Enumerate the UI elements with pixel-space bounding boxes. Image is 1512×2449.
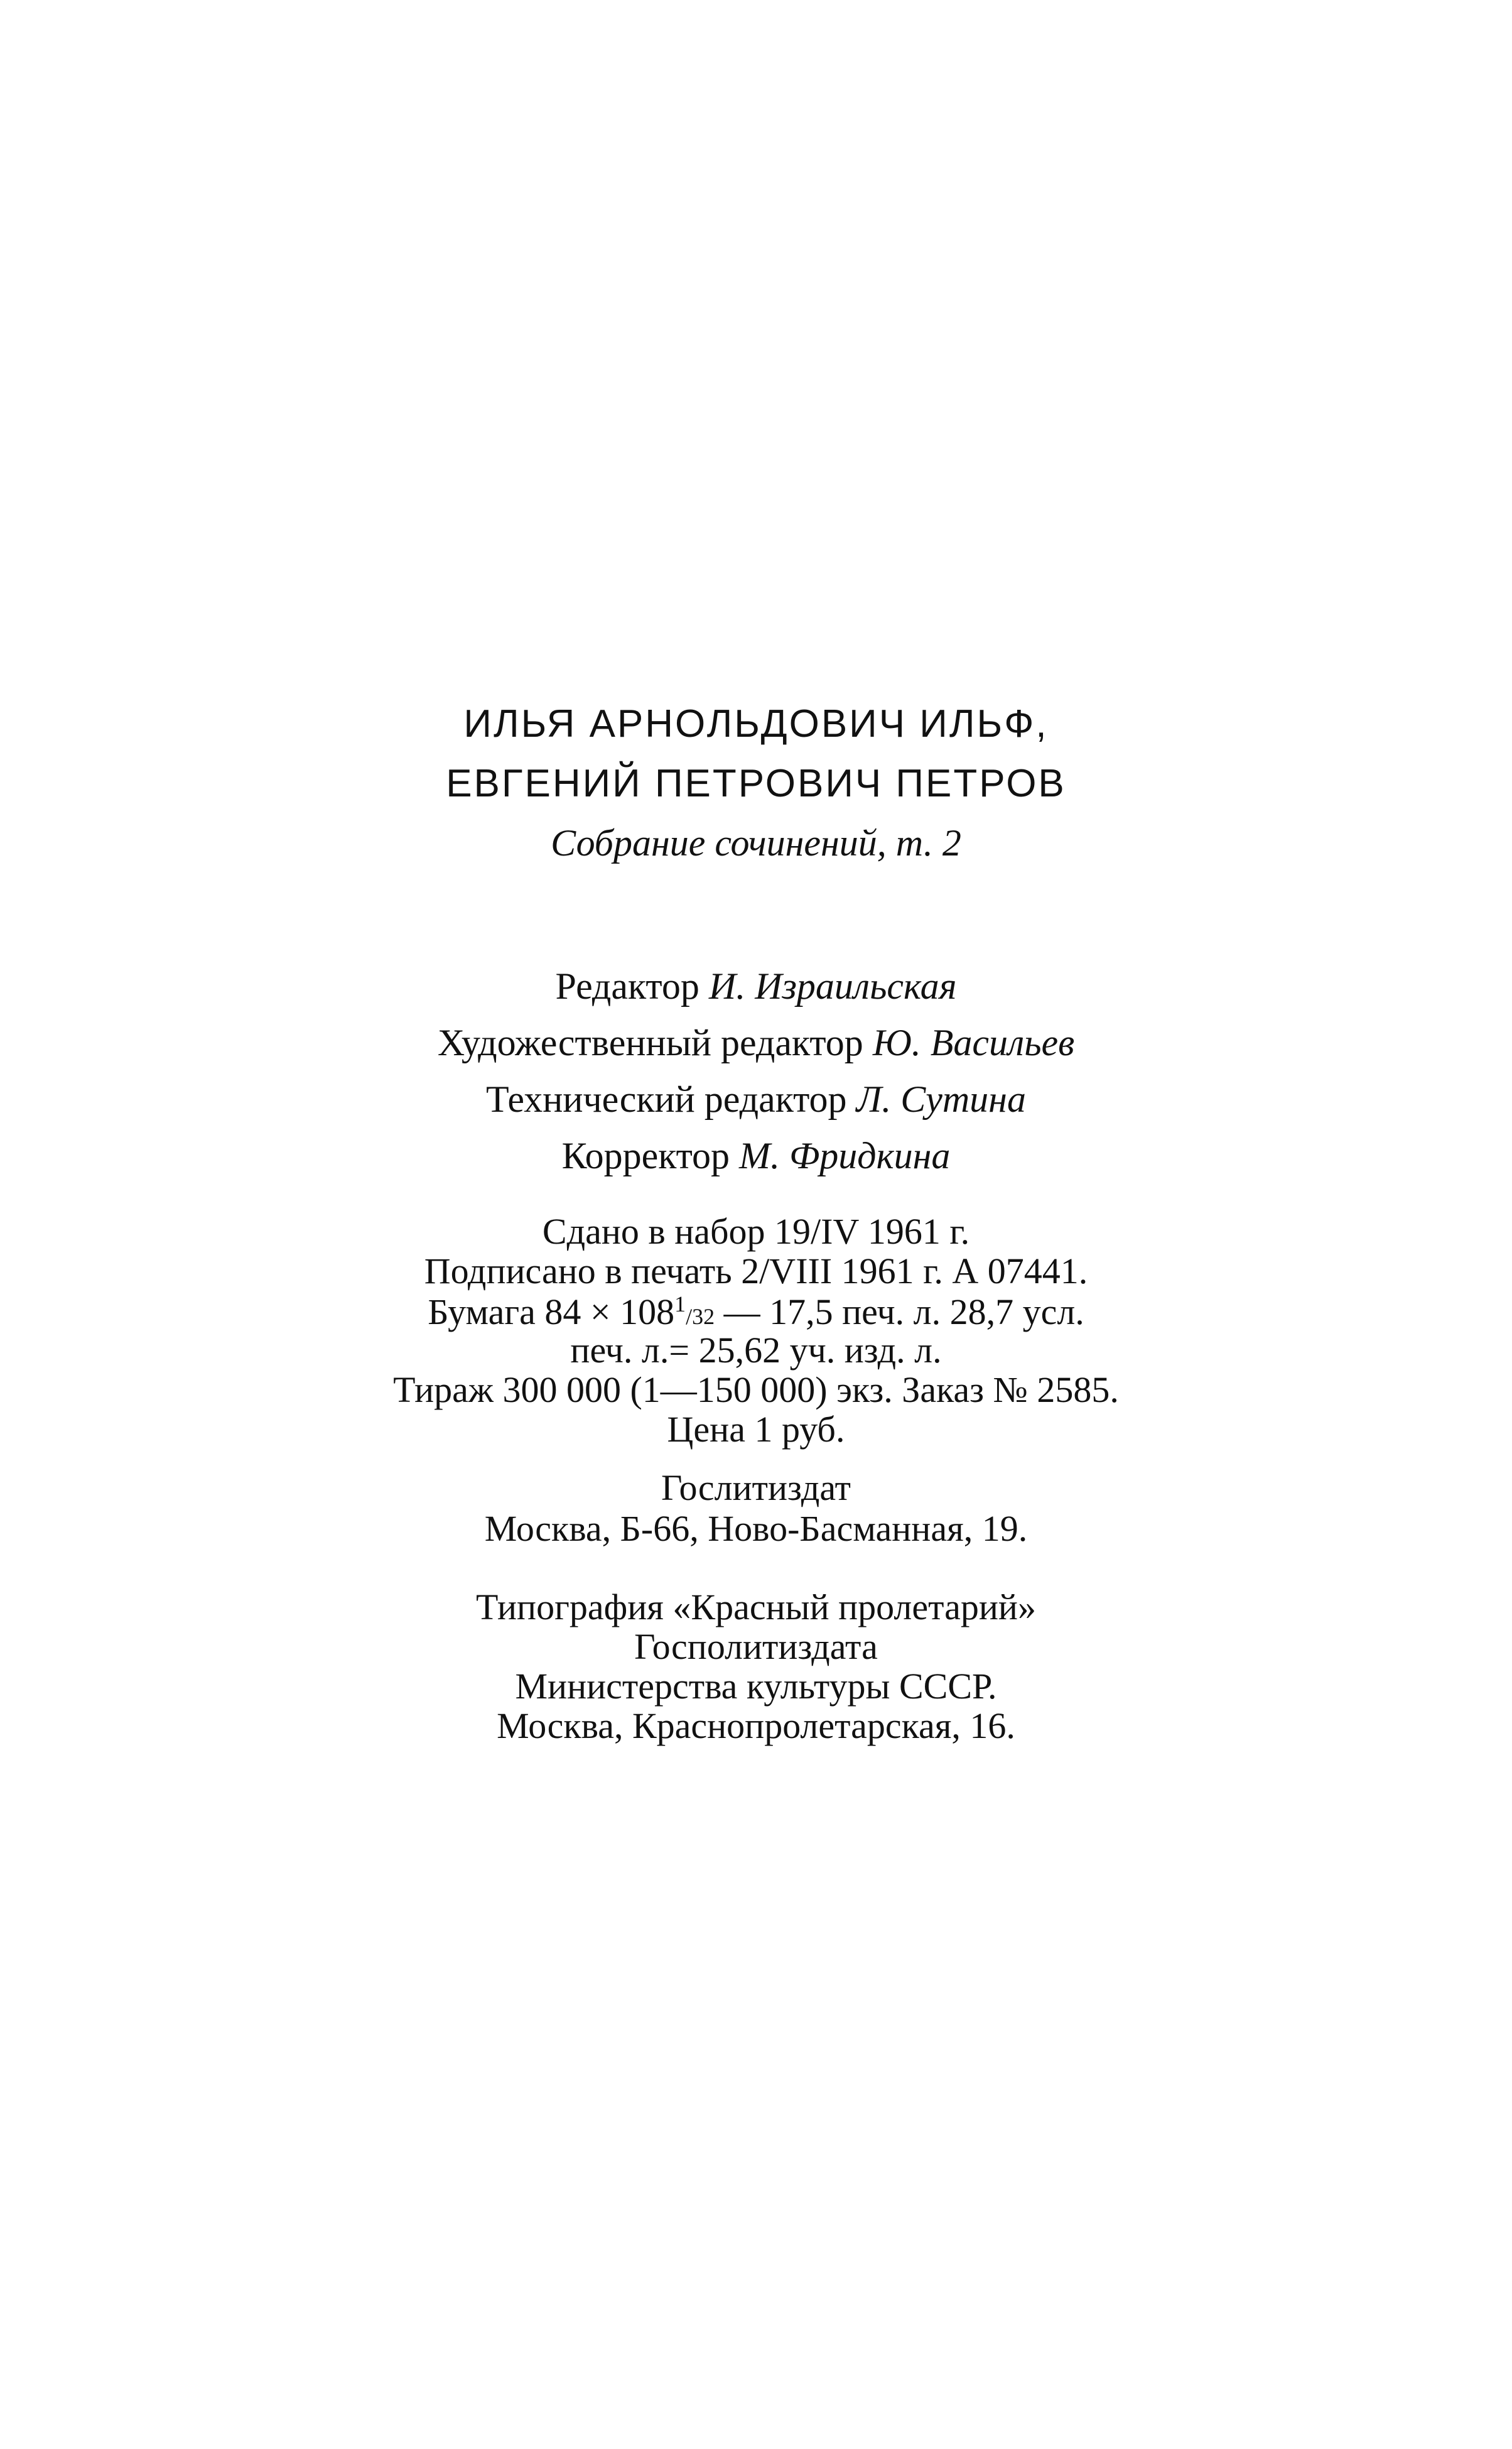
publisher-name: Гослитиздат — [661, 1467, 851, 1508]
printer-line-1: Типография «Красный пролетарий» — [476, 1587, 1036, 1627]
publisher-address: Москва, Б-66, Ново-Басманная, 19. — [484, 1508, 1028, 1549]
print-detail-price: Цена 1 руб. — [667, 1409, 845, 1450]
credit-role: Художественный редактор — [437, 1022, 863, 1063]
authors-line-2: ЕВГЕНИЙ ПЕТРОВИЧ ПЕТРОВ — [446, 762, 1066, 805]
credit-proofreader — [0, 1137, 1512, 1175]
paper-format-text: Бумага 84 × 108 — [428, 1291, 675, 1332]
print-detail-sheets: печ. л.= 25,62 уч. изд. л. — [570, 1330, 942, 1371]
credit-name: И. Израильская — [708, 965, 957, 1007]
credit-editor — [0, 967, 1512, 1005]
work-title: Собрание сочинений, т. 2 — [551, 822, 961, 864]
paper-sheets-text: — 17,5 печ. л. 28,7 усл. — [715, 1291, 1084, 1332]
paper-format-sub: 32 — [692, 1304, 715, 1329]
print-detail-signed: Подписано в печать 2/VIII 1961 г. А 07441. — [424, 1251, 1088, 1291]
print-detail-paper: Бумага $84 \times 108^1/32$ — 17,5 печ. л. 28,7 усл. — [428, 1291, 1084, 1332]
printer-line-2: Госполитиздата — [634, 1626, 878, 1667]
paper-format-sup: 1 — [674, 1291, 686, 1317]
print-detail-run: Тираж 300 000 (1—150 000) экз. Заказ № 2585. — [393, 1369, 1119, 1410]
credit-name: Л. Сутина — [856, 1078, 1026, 1120]
credit-role: Редактор — [555, 965, 699, 1007]
authors-line-1: ИЛЬЯ АРНОЛЬДОВИЧ ИЛЬФ, — [463, 702, 1049, 746]
credit-art-editor — [0, 1024, 1512, 1062]
credit-role: Корректор — [561, 1135, 730, 1176]
credit-tech-editor — [0, 1080, 1512, 1118]
credit-role: Технический редактор — [486, 1078, 847, 1120]
credit-name: Ю. Васильев — [872, 1022, 1075, 1063]
credit-name: М. Фридкина — [739, 1135, 951, 1176]
print-detail-typeset: Сдано в набор 19/IV 1961 г. — [542, 1211, 970, 1252]
printer-line-3: Министерства культуры СССР. — [515, 1666, 997, 1707]
printer-line-4: Москва, Краснопролетарская, 16. — [497, 1705, 1015, 1746]
